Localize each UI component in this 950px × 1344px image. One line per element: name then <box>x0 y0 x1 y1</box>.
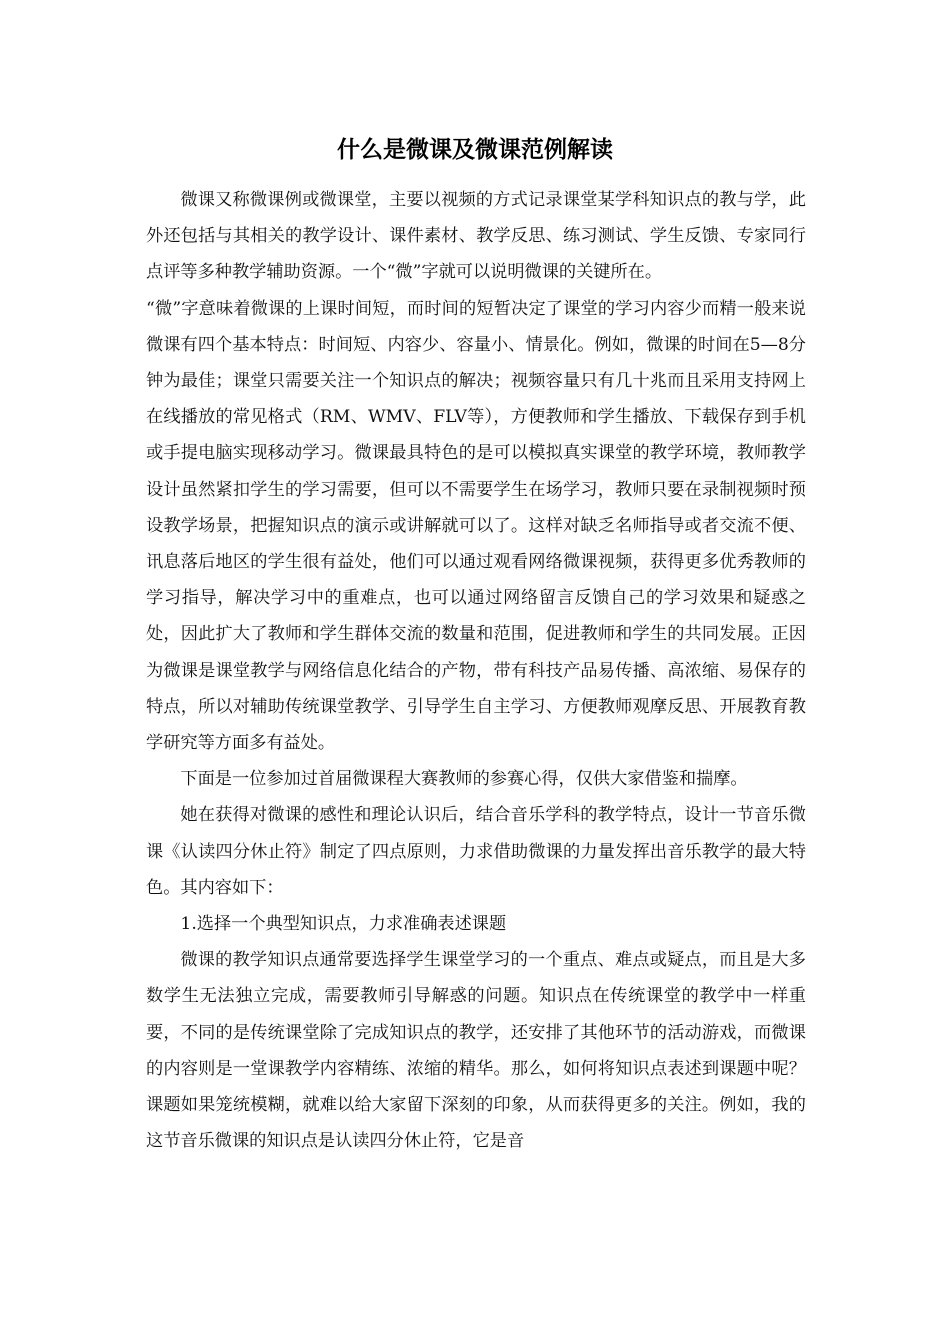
paragraph-intro: 微课又称微课例或微课堂，主要以视频的方式记录课堂某学科知识点的教与学，此外还包括与其相关的教学设计、课件素材、教学反思、练习测试、学生反馈、专家同行点评等多种教学辅助资源。一个“微”字就可以说明微课的关键所在。 <box>146 190 806 283</box>
paragraph-knowledge-point: 微课的教学知识点通常要选择学生课堂学习的一个重点、难点或疑点，而且是大多数学生无法独立完成，需要教师引导解惑的问题。知识点在传统课堂的教学中一样重要，不同的是传统课堂除了完成知识点的教学，还安排了其他环节的活动游戏，而微课的内容则是一堂课教学内容精练、浓缩的精华。那么，如何将知识点表述到课题中呢？课题如果笼统模糊，就难以给大家留下深刻的印象，从而获得更多的关注。例如，我的这节音乐微课的知识点是认读四分休止符，它是音 <box>146 950 806 1152</box>
paragraph-preface: 下面是一位参加过首届微课程大赛教师的参赛心得，仅供大家借鉴和揣摩。 <box>180 769 748 790</box>
paragraph-music-lesson: 她在获得对微课的感性和理论认识后，结合音乐学科的教学特点，设计一节音乐微课《认读四分休止符》制定了四点原则，力求借助微课的力量发挥出音乐教学的最大特色。其内容如下： <box>146 805 806 898</box>
document-title: 什么是微课及微课范例解读 <box>337 136 613 163</box>
document-body <box>146 182 806 1159</box>
section-heading-1: 1.选择一个典型知识点，力求准确表述课题 <box>180 914 507 935</box>
paragraph-features: “微”字意味着微课的上课时间短，而时间的短暂决定了课堂的学习内容少而精一般来说微课有四个基本特点：时间短、内容少、容量小、情景化。例如，微课的时间在5—8分钟为最佳；课堂只需要关注一个知识点的解决；视频容量只有几十兆而且采用支持网上在线播放的常见格式（RM、WMV、FLV等），方便教师和学生播放、下载保存到手机或手提电脑实现移动学习。微课最具特色的是可以模拟真实课堂的教学环境，教师教学设计虽然紧扣学生的学习需要，但可以不需要学生在场学习，教师只要在录制视频时预设教学场景，把握知识点的演示或讲解就可以了。这样对缺乏名师指导或者交流不便、讯息落后地区的学生很有益处，他们可以通过观看网络微课视频，获得更多优秀教师的学习指导，解决学习中的重难点，也可以通过网络留言反馈自己的学习效果和疑惑之处，因此扩大了教师和学生群体交流的数量和范围，促进教师和学生的共同发展。正因为微课是课堂教学与网络信息化结合的产物，带有科技产品易传播、高浓缩、易保存的特点，所以对辅助传统课堂教学、引导学生自主学习、方便教师观摩反思、开展教育教学研究等方面多有益处。 <box>146 298 806 754</box>
